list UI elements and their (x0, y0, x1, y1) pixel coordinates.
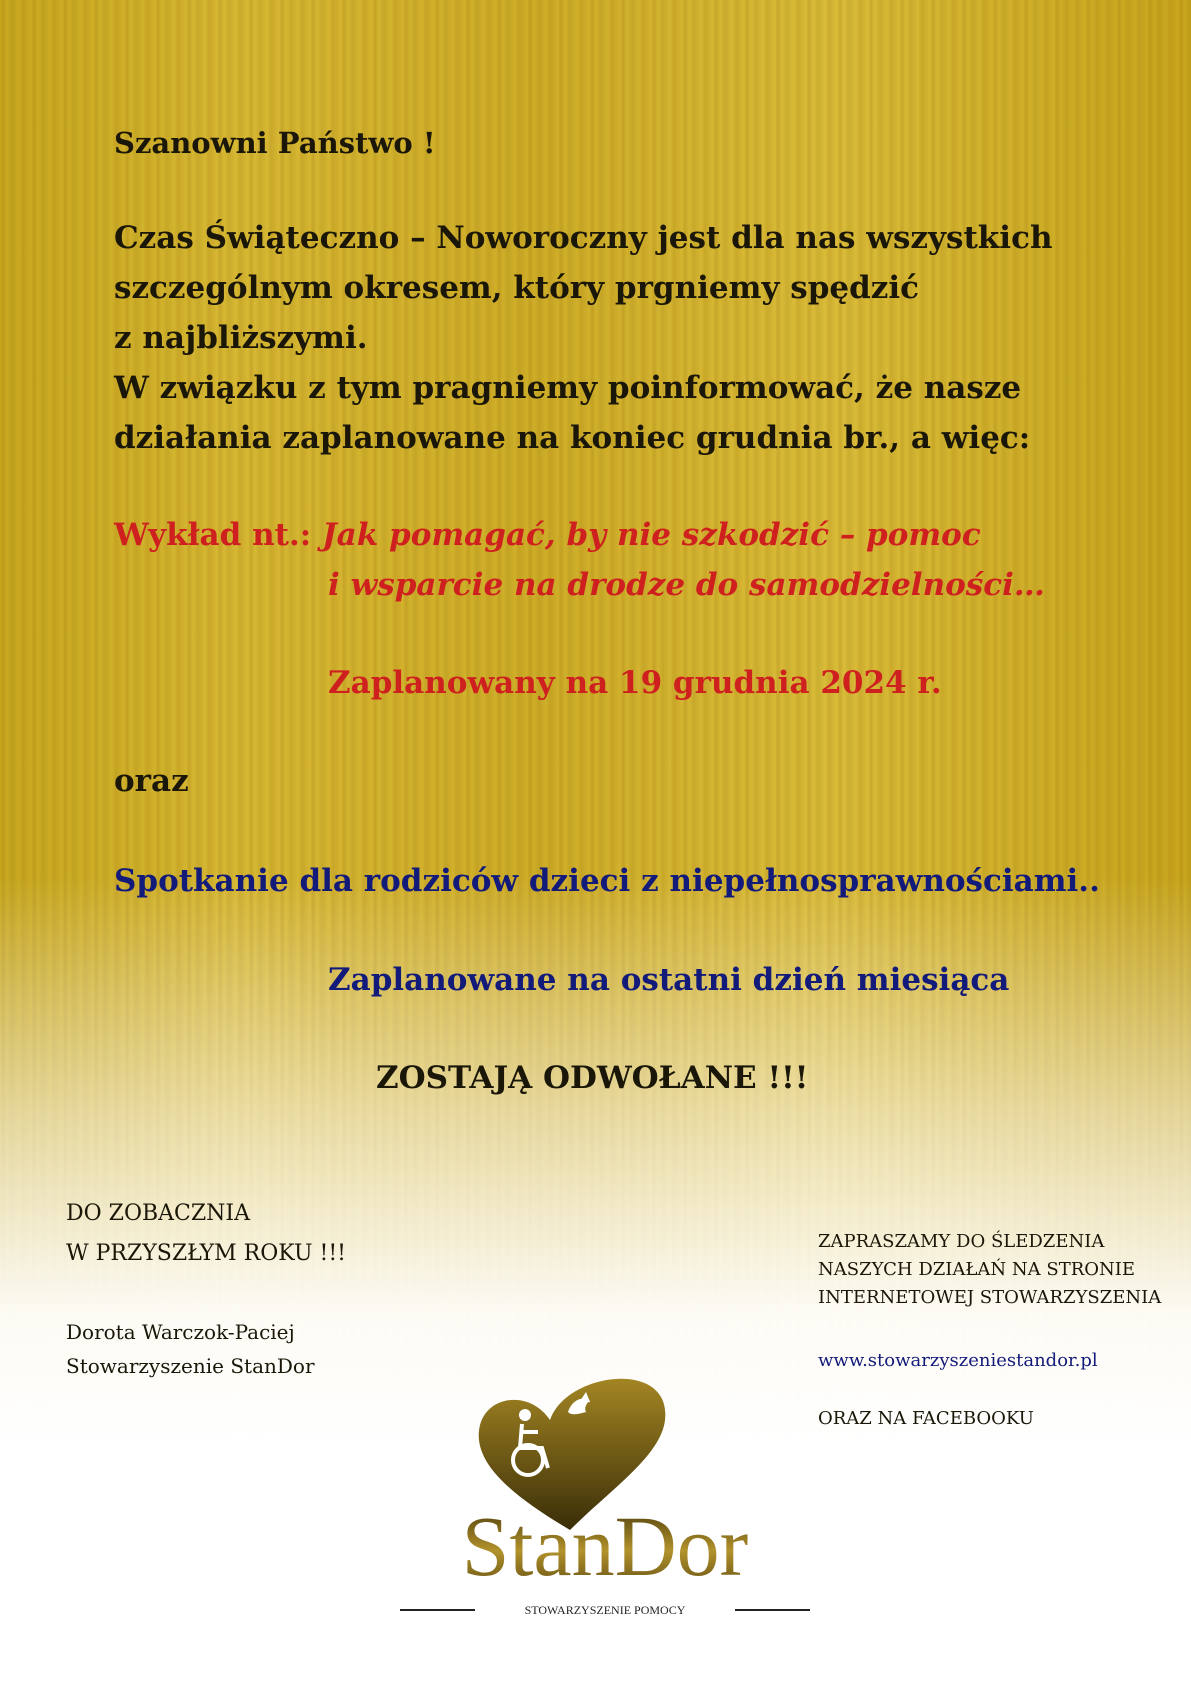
lecture-title-line-2: i wsparcie na drodze do samodzielności… (328, 567, 1045, 603)
facebook-note: ORAZ NA FACEBOOKU (818, 1408, 1034, 1429)
farewell-line-1: DO ZOBACZNIA (66, 1201, 250, 1226)
website-link[interactable]: www.stowarzyszeniestandor.pl (818, 1350, 1098, 1371)
logo-wordmark: StanDor (461, 1498, 749, 1594)
conjunction: oraz (114, 763, 189, 799)
lecture-label: Wykład nt.: (114, 517, 312, 553)
farewell-line-2: W PRZYSZŁYM ROKU !!! (66, 1241, 346, 1266)
greeting: Szanowni Państwo ! (114, 126, 436, 160)
lecture-date: Zaplanowany na 19 grudnia 2024 r. (328, 665, 942, 701)
follow-line-3: INTERNETOWEJ STOWARZYSZENIA (818, 1287, 1162, 1308)
intro-line-5: działania zaplanowane na koniec grudnia br., a więc: (114, 420, 1031, 456)
intro-line-4: W związku z tym pragniemy poinformować, że nasze (114, 370, 1022, 406)
signature-name: Dorota Warczok-Paciej (66, 1320, 295, 1344)
logo-tagline: STOWARZYSZENIE POMOCY (524, 1603, 686, 1617)
meeting-title: Spotkanie dla rodziców dzieci z niepełnosprawnościami.. (114, 863, 1100, 899)
meeting-date: Zaplanowane na ostatni dzień miesiąca (328, 962, 1010, 998)
standor-logo (400, 1370, 810, 1620)
cancelled-notice: ZOSTAJĄ ODWOŁANE !!! (376, 1060, 809, 1096)
follow-line-2: NASZYCH DZIAŁAŃ NA STRONIE (818, 1259, 1136, 1280)
intro-line-2: szczególnym okresem, który prgniemy spędzić (114, 270, 920, 306)
lecture-heading (114, 510, 981, 560)
follow-line-1: ZAPRASZAMY DO ŚLEDZENIA (818, 1231, 1105, 1252)
signature-org: Stowarzyszenie StanDor (66, 1354, 315, 1378)
intro-line-3: z najbliższymi. (114, 320, 368, 356)
lecture-title-line-1: Jak pomagać, by nie szkodzić – pomoc (322, 517, 981, 553)
intro-line-1: Czas Świąteczno – Noworoczny jest dla nas wszystkich (114, 220, 1053, 256)
